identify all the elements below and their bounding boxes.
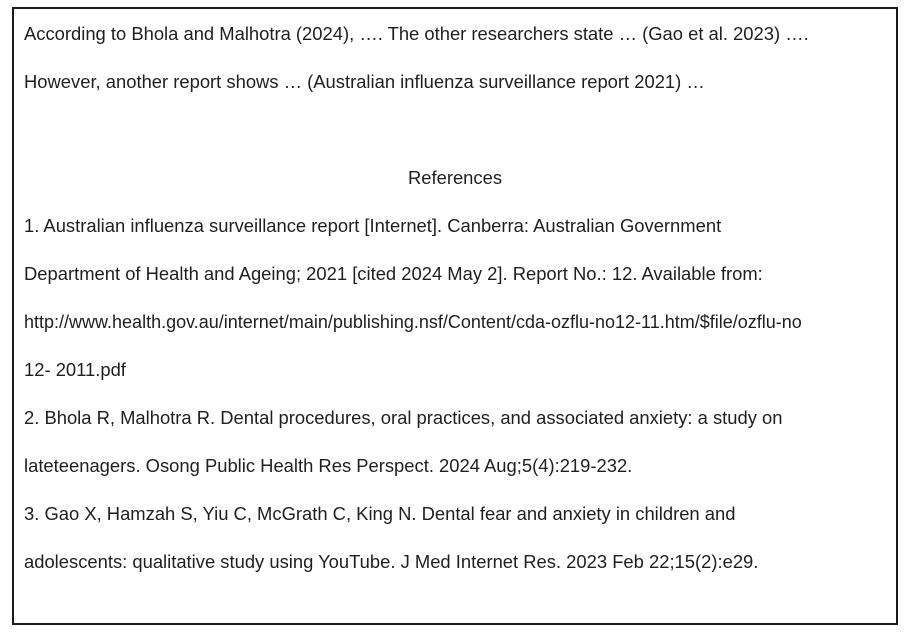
- reference-3-line-2: adolescents: qualitative study using YouTube. J Med Internet Res. 2023 Feb 22;15(2):e29.: [24, 551, 759, 572]
- reference-2-line-1: 2. Bhola R, Malhotra R. Dental procedures, oral practices, and associated anxiety: a study on: [24, 407, 783, 428]
- reference-2-line-2: lateteenagers. Osong Public Health Res Perspect. 2024 Aug;5(4):219-232.: [24, 455, 633, 476]
- reference-1-url: http://www.health.gov.au/internet/main/publishing.nsf/Content/cda-ozflu-no12-11.htm/$file/ozflu-no: [24, 312, 802, 332]
- body-text-line-1: According to Bhola and Malhotra (2024), …. The other researchers state … (Gao et al. 2023) ….: [24, 23, 809, 44]
- document-frame: [12, 7, 898, 625]
- body-text-line-2: However, another report shows … (Australian influenza surveillance report 2021) …: [24, 71, 705, 92]
- reference-3-line-1: 3. Gao X, Hamzah S, Yiu C, McGrath C, King N. Dental fear and anxiety in children and: [24, 503, 736, 524]
- reference-1-line-2: Department of Health and Ageing; 2021 [cited 2024 May 2]. Report No.: 12. Available from:: [24, 263, 763, 284]
- reference-1-line-4: 12- 2011.pdf: [24, 359, 126, 380]
- references-heading: References: [407, 167, 503, 188]
- reference-1-line-1: 1. Australian influenza surveillance report [Internet]. Canberra: Australian Government: [24, 215, 722, 236]
